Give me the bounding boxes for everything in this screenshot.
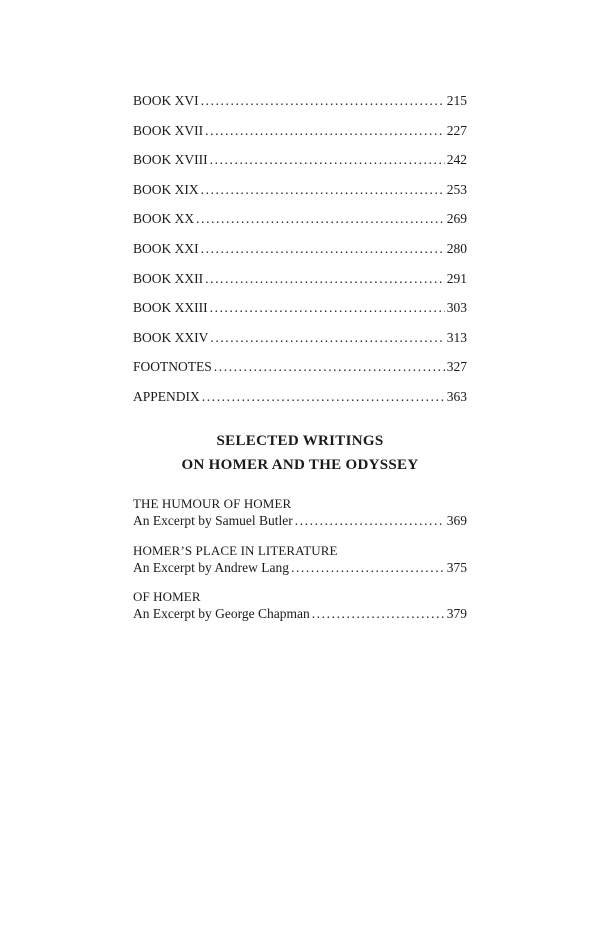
dot-leader [201,239,445,259]
toc-entry-label: FOOTNOTES [133,359,212,375]
dot-leader [196,209,445,229]
toc-entry-page: 215 [446,93,467,108]
toc-entry-label: BOOK XVII [133,122,204,138]
toc-entry-page: 253 [446,181,467,197]
dot-leader [291,559,445,576]
toc-entry-label: BOOK XXIII [133,300,208,316]
toc-entry-page: 363 [446,388,467,404]
toc-entry-label: BOOK XX [133,211,195,227]
toc-entry-label: BOOK XVIII [133,152,208,168]
toc-entry-page: 242 [446,152,467,168]
dot-leader [202,387,445,407]
dot-leader [205,121,445,141]
toc-entry-page: 303 [446,300,467,316]
selected-writing-subtitle: An Excerpt by Samuel Butler [133,513,293,528]
section-heading-line-1: SELECTED WRITINGS [216,433,384,449]
toc-entry[interactable] [133,150,467,180]
toc-entry[interactable] [133,91,467,121]
toc-entry[interactable] [133,298,467,328]
toc-entry[interactable] [133,180,467,210]
selected-writings-list [133,495,467,635]
selected-writing-page: 379 [446,606,467,621]
selected-writing-byline [133,559,467,576]
dot-leader [214,357,445,377]
selected-writing-title: THE HUMOUR OF HOMER [133,496,292,511]
dot-leader [295,512,445,529]
section-heading-line-2: ON HOMER AND THE ODYSSEY [181,457,419,473]
selected-writing-byline [133,512,467,529]
toc-entry-page: 327 [446,359,467,375]
table-of-contents [133,91,467,417]
toc-entry-page: 280 [446,240,467,256]
selected-writing-subtitle: An Excerpt by George Chapman [133,606,310,621]
toc-entry-page: 227 [446,122,467,138]
selected-writing-title: HOMER’S PLACE IN LITERATURE [133,542,338,558]
toc-entry-page: 269 [446,211,467,227]
dot-leader [210,298,445,318]
selected-writing-entry[interactable] [133,495,467,542]
toc-entry[interactable] [133,121,467,151]
dot-leader [205,269,445,289]
dot-leader [201,180,445,200]
toc-entry[interactable] [133,239,467,269]
selected-writing-title: OF HOMER [133,589,201,604]
selected-writing-subtitle: An Excerpt by Andrew Lang [133,559,289,575]
dot-leader [210,150,445,170]
toc-entry-label: BOOK XXIV [133,329,209,345]
selected-writing-byline [133,605,467,622]
selected-writing-entry[interactable] [133,542,467,589]
toc-entry-label: APPENDIX [133,388,200,404]
toc-entry-label: BOOK XXII [133,270,204,286]
toc-entry[interactable] [133,387,467,417]
toc-entry[interactable] [133,357,467,387]
section-heading [0,429,600,477]
toc-entry-page: 313 [446,329,467,345]
selected-writing-page: 369 [446,513,467,528]
toc-entry[interactable] [133,209,467,239]
toc-entry-page: 291 [446,270,467,286]
dot-leader [201,91,445,111]
dot-leader [312,605,445,622]
selected-writing-entry[interactable] [133,588,467,635]
dot-leader [210,328,444,348]
selected-writing-page: 375 [446,559,467,575]
toc-entry-label: BOOK XXI [133,240,199,256]
toc-entry-label: BOOK XVI [133,93,199,108]
toc-entry[interactable] [133,328,467,358]
toc-entry[interactable] [133,269,467,299]
toc-entry-label: BOOK XIX [133,181,199,197]
